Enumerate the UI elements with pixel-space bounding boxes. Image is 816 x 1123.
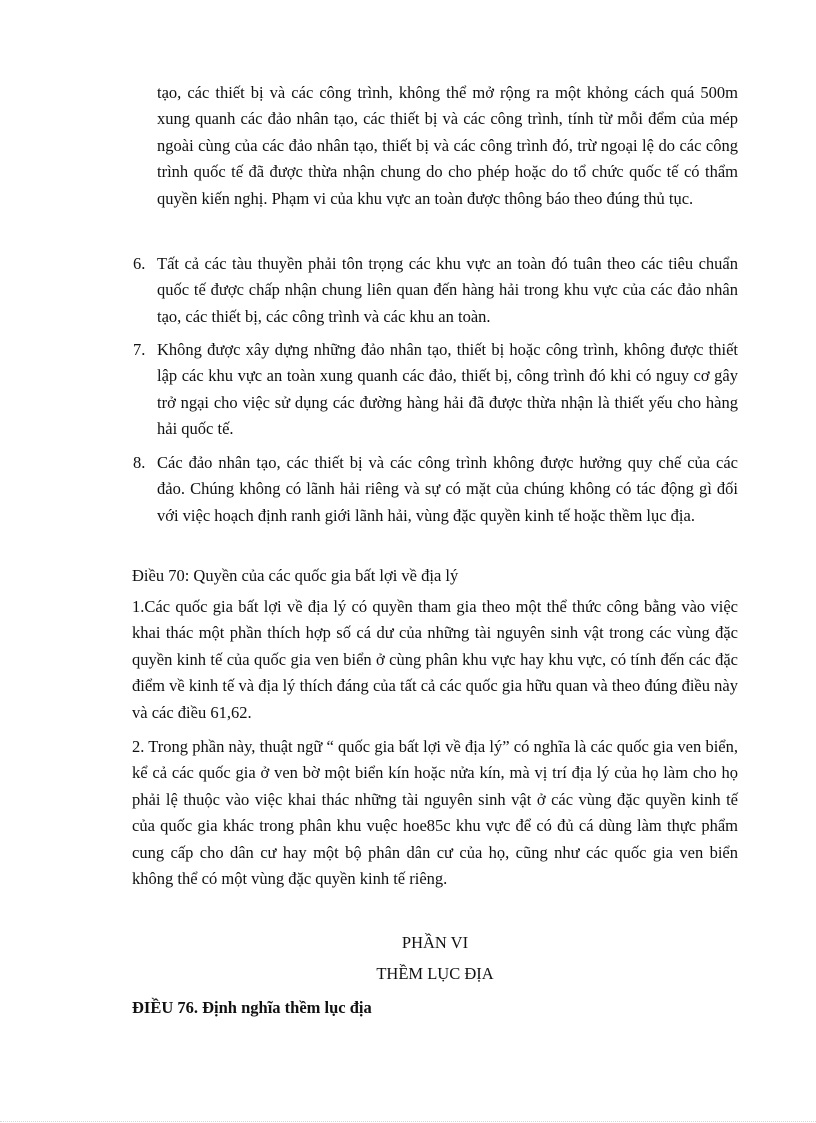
list-item-8 [133, 450, 738, 529]
page-bottom-divider [0, 1121, 816, 1122]
list-number: 6. [133, 254, 146, 273]
list-number: 7. [133, 340, 146, 359]
article-70-paragraph-1: 1.Các quốc gia bất lợi về địa lý có quyền tham gia theo một thể thức công bằng vào việc khai thác một phần thích hợp số cá dư của những tài nguyên sinh vật trong các vùng đặc quyền kinh tế của quốc gia ven biển ở cùng phân khu vực hay khu vực, có tính đến các đặc điểm về kinh tế và địa lý thích đáng của tất cả các quốc gia hữu quan và theo đúng điều này và các điều 61,62. [132, 597, 738, 722]
list-number: 8. [133, 453, 146, 472]
part-title: THỀM LỤC ĐỊA [376, 964, 494, 983]
continuation-paragraph: tạo, các thiết bị và các công trình, không thể mở rộng ra một khỏng cách quá 500m xung quanh các đảo nhân tạo, các thiết bị và các công trình, tính từ mỗi đểm của mép ngoài cùng của các đảo nhân tạo, thiết bị và các công trình đó, trừ ngoại lệ do các công trình quốc tế đã được thừa nhận chung do cho phép hoặc do tổ chức quốc tế có thẩm quyền kiến nghị. Phạm vi của khu vực an toàn được thông báo theo đúng thủ tục. [157, 83, 738, 208]
list-item-7 [133, 337, 738, 443]
list-item-text: Các đảo nhân tạo, các thiết bị và các công trình không được hưởng quy chế của các đảo. Chúng không có lãnh hải riêng và sự có mặt của chúng không có tác động gì đối với việc hoạch định ranh giới lãnh hải, vùng đặc quyền kinh tế hoặc thềm lục địa. [157, 453, 738, 525]
article-70-paragraph-2: 2. Trong phần này, thuật ngữ “ quốc gia bất lợi về địa lý” có nghĩa là các quốc gia ven biển, kể cả các quốc gia ở ven bờ một biển kín hoặc nửa kín, mà vị trí địa lý của họ làm cho họ phải lệ thuộc vào việc khai thác những tài nguyên sinh vật ở các vùng đặc quyền kinh tế của quốc gia khác trong phân khu vuệc hoe85c khu vực để có đủ cá dùng làm thực phẩm cung cấp cho dân cư hay một bộ phân dân cư của họ, cũng như các quốc gia ven biển không thể có một vùng đặc quyền kinh tế riêng. [132, 737, 738, 889]
article-70-heading: Điều 70: Quyền của các quốc gia bất lợi về địa lý [132, 566, 459, 585]
part-number: PHẦN VI [401, 933, 469, 952]
list-item-text: Tất cả các tàu thuyền phải tôn trọng các khu vực an toàn đó tuân theo các tiêu chuẩn quốc tế được chấp nhận chung liên quan đến hàng hải trong khu vực của các đảo nhân tạo, các thiết bị, các công trình và các khu an toàn. [157, 254, 738, 326]
list-item-6 [133, 251, 738, 330]
article-76-heading: ĐIỀU 76. Định nghĩa thềm lục địa [132, 998, 372, 1017]
list-item-text: Không được xây dựng những đảo nhân tạo, thiết bị hoặc công trình, không được thiết lập các khu vực an toàn xung quanh các đảo, thiết bị, công trình đó khi có nguy cơ gây trở ngại cho việc sử dụng các đường hàng hải đã được thừa nhận là thiết yếu cho hàng hải quốc tế. [157, 340, 738, 439]
